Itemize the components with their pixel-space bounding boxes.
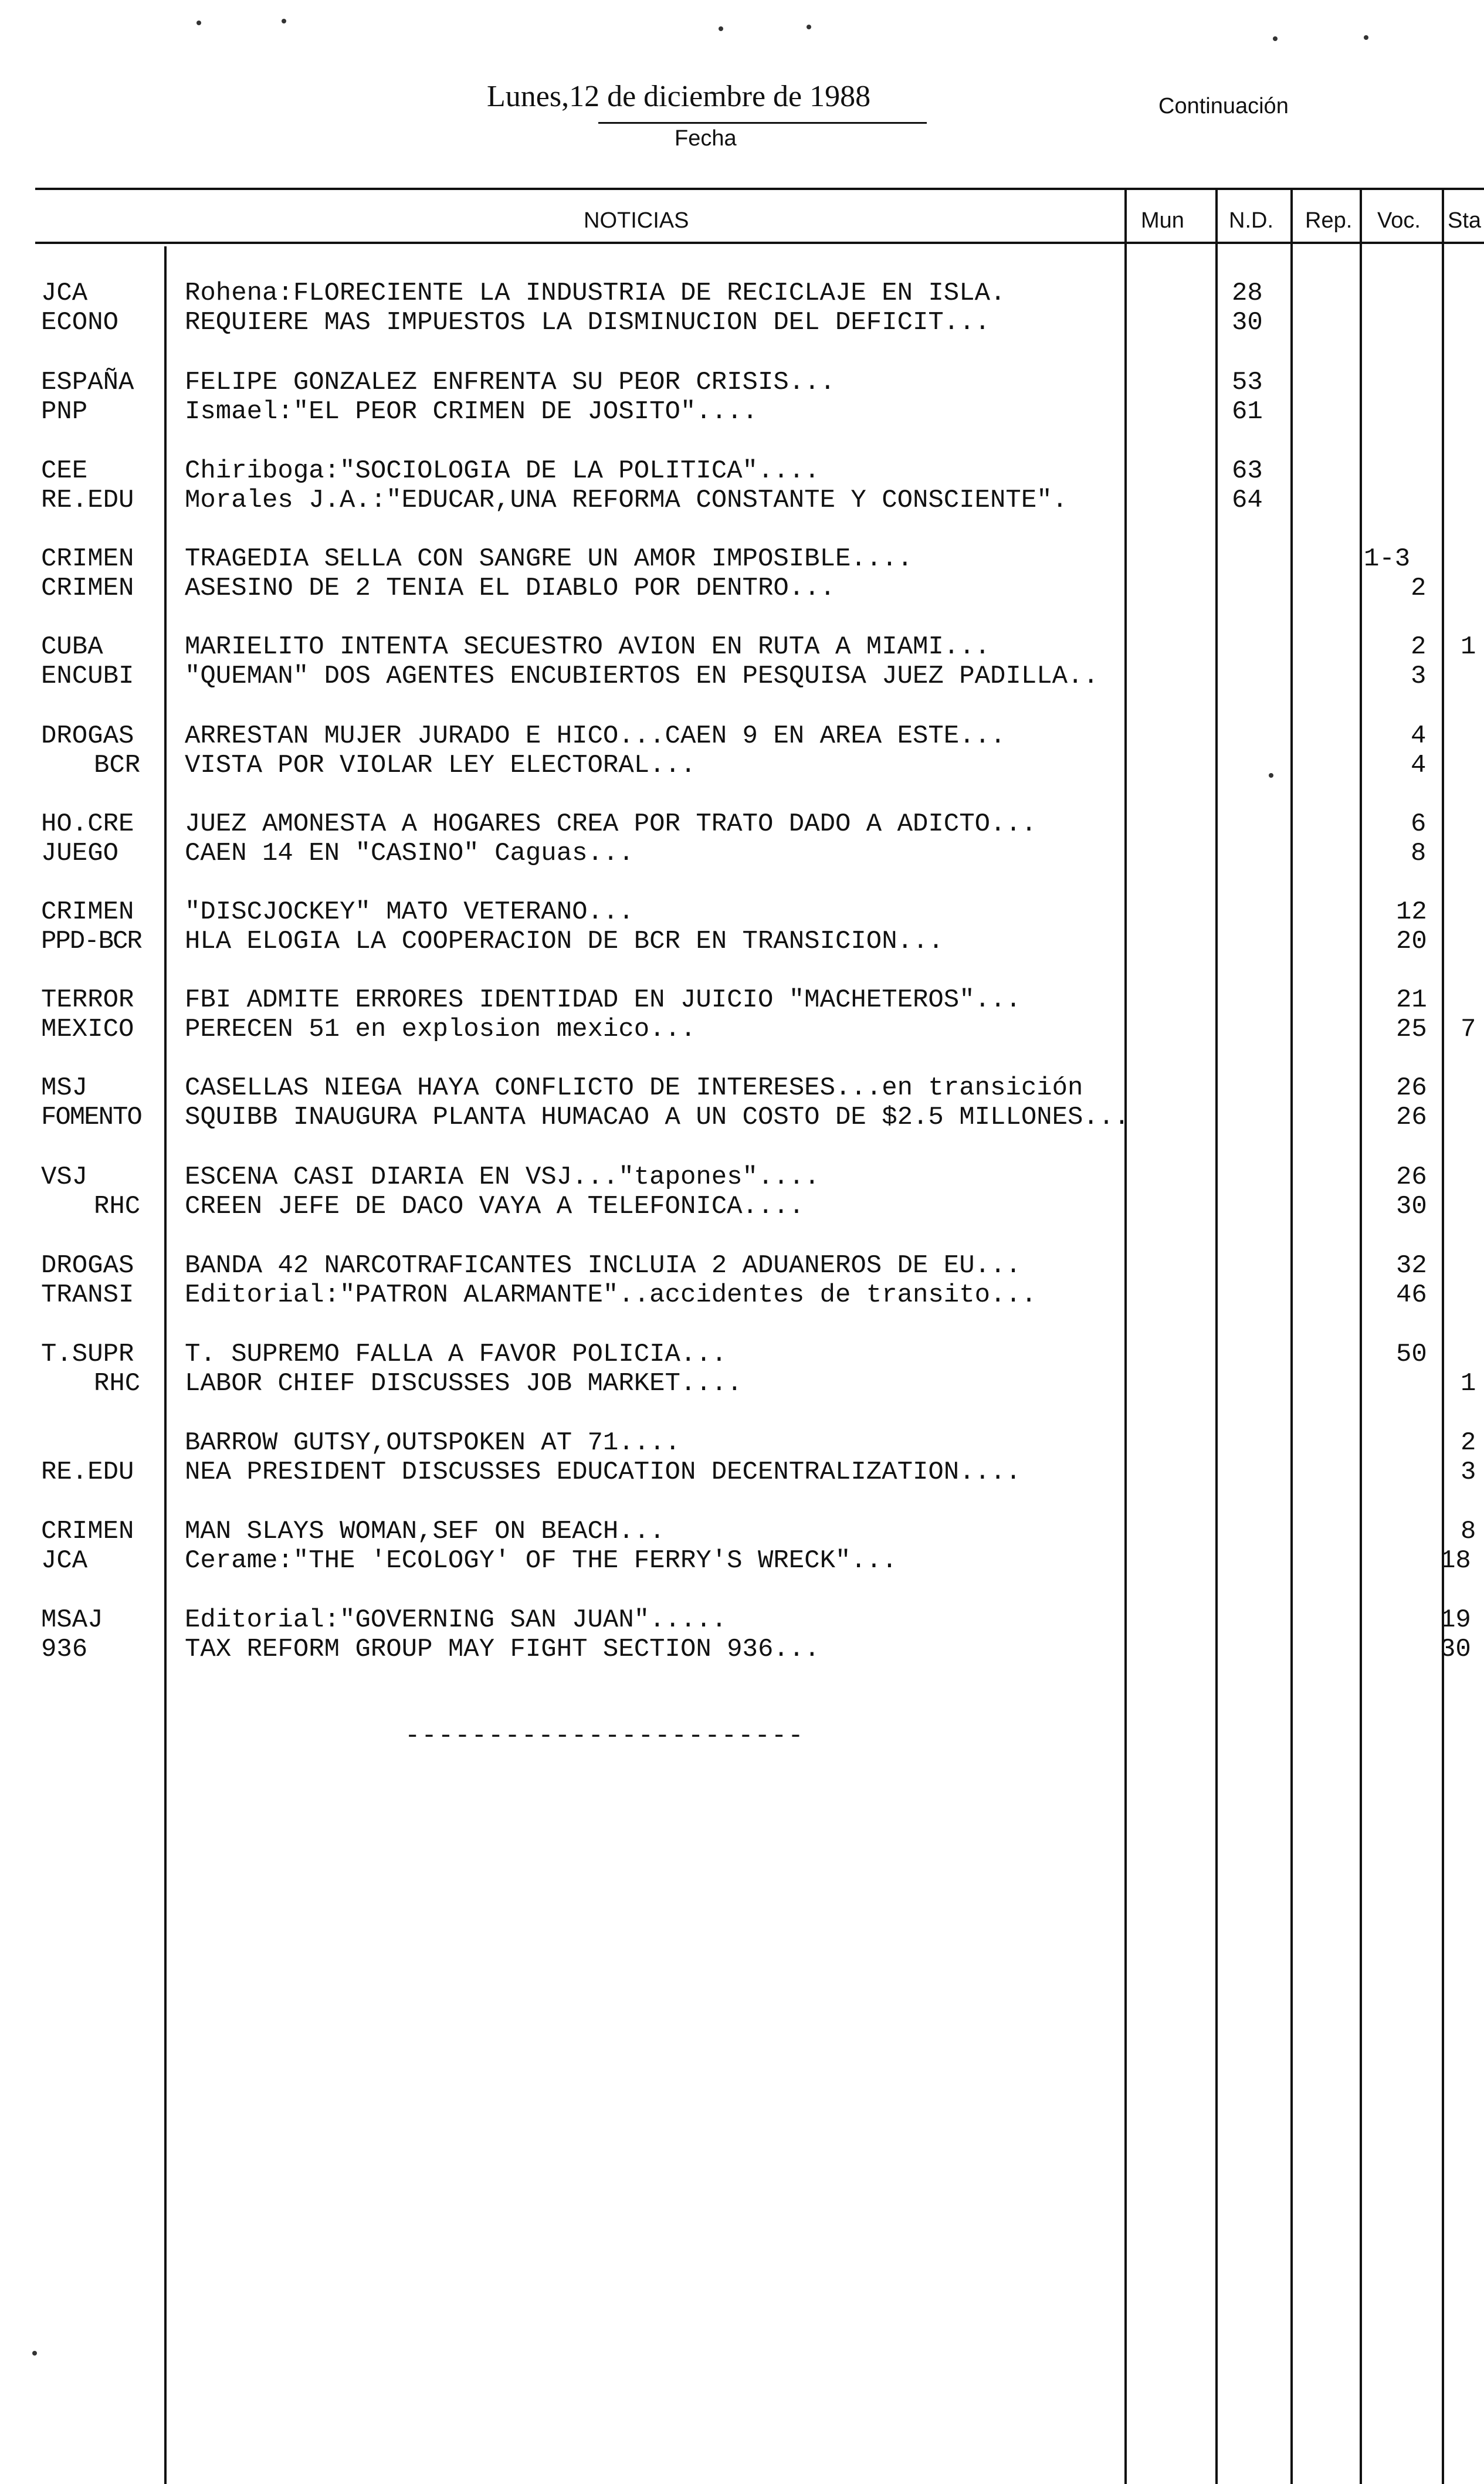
row-voc: 32 — [1396, 1251, 1427, 1280]
row-headline: MARIELITO INTENTA SECUESTRO AVION EN RUTA A MIAMI... — [185, 632, 991, 662]
row-headline: NEA PRESIDENT DISCUSSES EDUCATION DECENTRALIZATION.... — [185, 1458, 1021, 1487]
table-row — [0, 839, 1484, 868]
row-headline: LABOR CHIEF DISCUSSES JOB MARKET.... — [185, 1369, 743, 1398]
row-voc: 26 — [1396, 1103, 1427, 1132]
col-header-nd: N.D. — [1229, 208, 1273, 233]
table-row — [0, 1517, 1484, 1546]
scan-speck — [32, 2351, 37, 2356]
row-category: CEE — [41, 456, 88, 486]
row-headline: SQUIBB INAUGURA PLANTA HUMACAO A UN COSTO DE $2.5 MILLONES... — [185, 1103, 1130, 1132]
row-headline: CREEN JEFE DE DACO VAYA A TELEFONICA.... — [185, 1192, 805, 1221]
table-row — [0, 897, 1484, 927]
row-headline: T. SUPREMO FALLA A FAVOR POLICIA... — [185, 1340, 727, 1369]
table-row — [0, 751, 1484, 780]
row-st: 30 — [1440, 1635, 1471, 1664]
scan-speck — [719, 26, 723, 31]
row-headline: TAX REFORM GROUP MAY FIGHT SECTION 936... — [185, 1635, 820, 1664]
table-row — [0, 632, 1484, 662]
row-category: CUBA — [41, 632, 103, 662]
row-nd: 28 — [1232, 279, 1263, 308]
row-nd: 64 — [1232, 486, 1263, 515]
row-headline: FELIPE GONZALEZ ENFRENTA SU PEOR CRISIS... — [185, 368, 835, 397]
table-row — [0, 927, 1484, 956]
table-row — [0, 397, 1484, 426]
row-category: RHC — [94, 1369, 141, 1398]
scan-speck — [1269, 773, 1273, 778]
row-headline: CASELLAS NIEGA HAYA CONFLICTO DE INTERESES...en transición — [185, 1073, 1083, 1103]
column-divider-rep — [1290, 188, 1293, 2484]
row-st: 7 — [1461, 1015, 1476, 1044]
row-nd: 61 — [1232, 397, 1263, 426]
row-category: PPD-BCR — [41, 927, 141, 956]
table-row — [0, 1103, 1484, 1132]
row-category: ESPAÑA — [41, 368, 134, 397]
row-category: 936 — [41, 1635, 88, 1664]
table-row — [0, 574, 1484, 603]
row-headline: BANDA 42 NARCOTRAFICANTES INCLUIA 2 ADUANEROS DE EU... — [185, 1251, 1021, 1280]
table-row — [0, 809, 1484, 839]
row-category: TRANSI — [41, 1280, 134, 1310]
date-caption: Fecha — [675, 126, 737, 151]
row-category: MSJ — [41, 1073, 88, 1103]
row-st: 18 — [1440, 1546, 1471, 1575]
row-voc: 3 — [1411, 662, 1427, 691]
row-headline: Ismael:"EL PEOR CRIMEN DE JOSITO".... — [185, 397, 758, 426]
row-voc: 50 — [1396, 1340, 1427, 1369]
row-headline: ARRESTAN MUJER JURADO E HICO...CAEN 9 EN AREA ESTE... — [185, 721, 1006, 751]
footer-separator: ------------------------ — [405, 1721, 805, 1751]
row-category: JCA — [41, 1546, 88, 1575]
col-header-mun: Mun — [1141, 208, 1184, 233]
table-row — [0, 1251, 1484, 1280]
row-st: 2 — [1461, 1428, 1476, 1458]
row-headline: ESCENA CASI DIARIA EN VSJ..."tapones".... — [185, 1163, 820, 1192]
table-row — [0, 456, 1484, 486]
row-category: CRIMEN — [41, 897, 134, 927]
scan-speck — [807, 25, 811, 29]
row-voc: 6 — [1411, 809, 1427, 839]
row-category: VSJ — [41, 1163, 88, 1192]
row-headline: Editorial:"GOVERNING SAN JUAN"..... — [185, 1605, 727, 1635]
table-row — [0, 1458, 1484, 1487]
row-headline: BARROW GUTSY,OUTSPOKEN AT 71.... — [185, 1428, 680, 1458]
table-row — [0, 1369, 1484, 1398]
row-headline: "DISCJOCKEY" MATO VETERANO... — [185, 897, 634, 927]
row-category: MSAJ — [41, 1605, 103, 1635]
table-row — [0, 985, 1484, 1015]
table-row — [0, 1340, 1484, 1369]
row-voc: 2 — [1411, 632, 1427, 662]
row-nd: 53 — [1232, 368, 1263, 397]
row-headline: JUEZ AMONESTA A HOGARES CREA POR TRATO DADO A ADICTO... — [185, 809, 1037, 839]
table-row — [0, 544, 1484, 574]
row-category: HO.CRE — [41, 809, 134, 839]
scan-speck — [1273, 36, 1278, 41]
row-voc: 4 — [1411, 751, 1427, 780]
row-st: 1 — [1461, 632, 1476, 662]
row-category: CRIMEN — [41, 544, 134, 574]
scan-speck — [282, 19, 286, 23]
table-row — [0, 1015, 1484, 1044]
row-category: CRIMEN — [41, 1517, 134, 1546]
row-category: FOMENTO — [41, 1103, 141, 1132]
row-voc: 25 — [1396, 1015, 1427, 1044]
row-category: JCA — [41, 279, 88, 308]
row-st: 19 — [1440, 1605, 1471, 1635]
row-category: DROGAS — [41, 1251, 134, 1280]
table-header-rule — [35, 242, 1484, 244]
col-header-rep: Rep. — [1305, 208, 1353, 233]
row-voc: 1-3 — [1364, 544, 1411, 574]
table-row — [0, 308, 1484, 337]
row-st: 8 — [1461, 1517, 1476, 1546]
row-voc: 2 — [1411, 574, 1427, 603]
row-category: TERROR — [41, 985, 134, 1015]
table-row — [0, 1192, 1484, 1221]
row-headline: Cerame:"THE 'ECOLOGY' OF THE FERRY'S WRECK"... — [185, 1546, 897, 1575]
row-headline: Chiriboga:"SOCIOLOGIA DE LA POLITICA".... — [185, 456, 820, 486]
row-voc: 8 — [1411, 839, 1427, 868]
table-row — [0, 1073, 1484, 1103]
row-voc: 12 — [1396, 897, 1427, 927]
col-header-noticias: NOTICIAS — [584, 208, 689, 233]
row-voc: 26 — [1396, 1163, 1427, 1192]
row-category: ENCUBI — [41, 662, 134, 691]
row-headline: MAN SLAYS WOMAN,SEF ON BEACH... — [185, 1517, 665, 1546]
row-category: CRIMEN — [41, 574, 134, 603]
row-st: 1 — [1461, 1369, 1476, 1398]
table-row — [0, 486, 1484, 515]
table-row — [0, 1163, 1484, 1192]
table-row — [0, 1605, 1484, 1635]
scan-speck — [1364, 35, 1368, 40]
column-divider-mun — [1124, 188, 1127, 2484]
row-category: DROGAS — [41, 721, 134, 751]
column-divider-nd — [1215, 188, 1218, 2484]
column-divider-st — [1442, 188, 1444, 2484]
column-divider-voc — [1360, 188, 1362, 2484]
row-category: MEXICO — [41, 1015, 134, 1044]
row-voc: 30 — [1396, 1192, 1427, 1221]
table-top-rule — [35, 188, 1484, 190]
table-row — [0, 1280, 1484, 1310]
row-headline: REQUIERE MAS IMPUESTOS LA DISMINUCION DEL DEFICIT... — [185, 308, 991, 337]
row-headline: "QUEMAN" DOS AGENTES ENCUBIERTOS EN PESQUISA JUEZ PADILLA.. — [185, 662, 1099, 691]
row-headline: TRAGEDIA SELLA CON SANGRE UN AMOR IMPOSIBLE.... — [185, 544, 913, 574]
row-voc: 20 — [1396, 927, 1427, 956]
row-headline: PERECEN 51 en explosion mexico... — [185, 1015, 696, 1044]
row-headline: VISTA POR VIOLAR LEY ELECTORAL... — [185, 751, 696, 780]
row-nd: 63 — [1232, 456, 1263, 486]
row-nd: 30 — [1232, 308, 1263, 337]
table-row — [0, 1428, 1484, 1458]
table-row — [0, 1635, 1484, 1664]
date-underline — [598, 122, 927, 124]
row-category: JUEGO — [41, 839, 119, 868]
row-headline: Morales J.A.:"EDUCAR,UNA REFORMA CONSTANTE Y CONSCIENTE". — [185, 486, 1068, 515]
row-category: RE.EDU — [41, 1458, 134, 1487]
row-voc: 26 — [1396, 1073, 1427, 1103]
row-headline: Editorial:"PATRON ALARMANTE"..accidentes de transito... — [185, 1280, 1037, 1310]
row-headline: FBI ADMITE ERRORES IDENTIDAD EN JUICIO "MACHETEROS"... — [185, 985, 1021, 1015]
row-headline: CAEN 14 EN "CASINO" Caguas... — [185, 839, 634, 868]
scan-speck — [196, 21, 201, 25]
row-headline: Rohena:FLORECIENTE LA INDUSTRIA DE RECICLAJE EN ISLA. — [185, 279, 1006, 308]
continuation-label: Continuación — [1158, 94, 1289, 118]
row-voc: 21 — [1396, 985, 1427, 1015]
table-row — [0, 279, 1484, 308]
row-category: BCR — [94, 751, 141, 780]
row-voc: 4 — [1411, 721, 1427, 751]
row-headline: HLA ELOGIA LA COOPERACION DE BCR EN TRANSICION... — [185, 927, 944, 956]
table-row — [0, 368, 1484, 397]
row-voc: 46 — [1396, 1280, 1427, 1310]
col-header-st: Sta — [1448, 208, 1482, 233]
page-date: Lunes,12 de diciembre de 1988 — [487, 80, 871, 113]
row-category: T.SUPR — [41, 1340, 134, 1369]
col-header-voc: Voc. — [1377, 208, 1421, 233]
row-category: RHC — [94, 1192, 141, 1221]
table-row — [0, 662, 1484, 691]
table-row — [0, 721, 1484, 751]
table-row — [0, 1546, 1484, 1575]
row-headline: ASESINO DE 2 TENIA EL DIABLO POR DENTRO... — [185, 574, 835, 603]
row-category: PNP — [41, 397, 88, 426]
row-category: RE.EDU — [41, 486, 134, 515]
row-category: ECONO — [41, 308, 119, 337]
row-st: 3 — [1461, 1458, 1476, 1487]
